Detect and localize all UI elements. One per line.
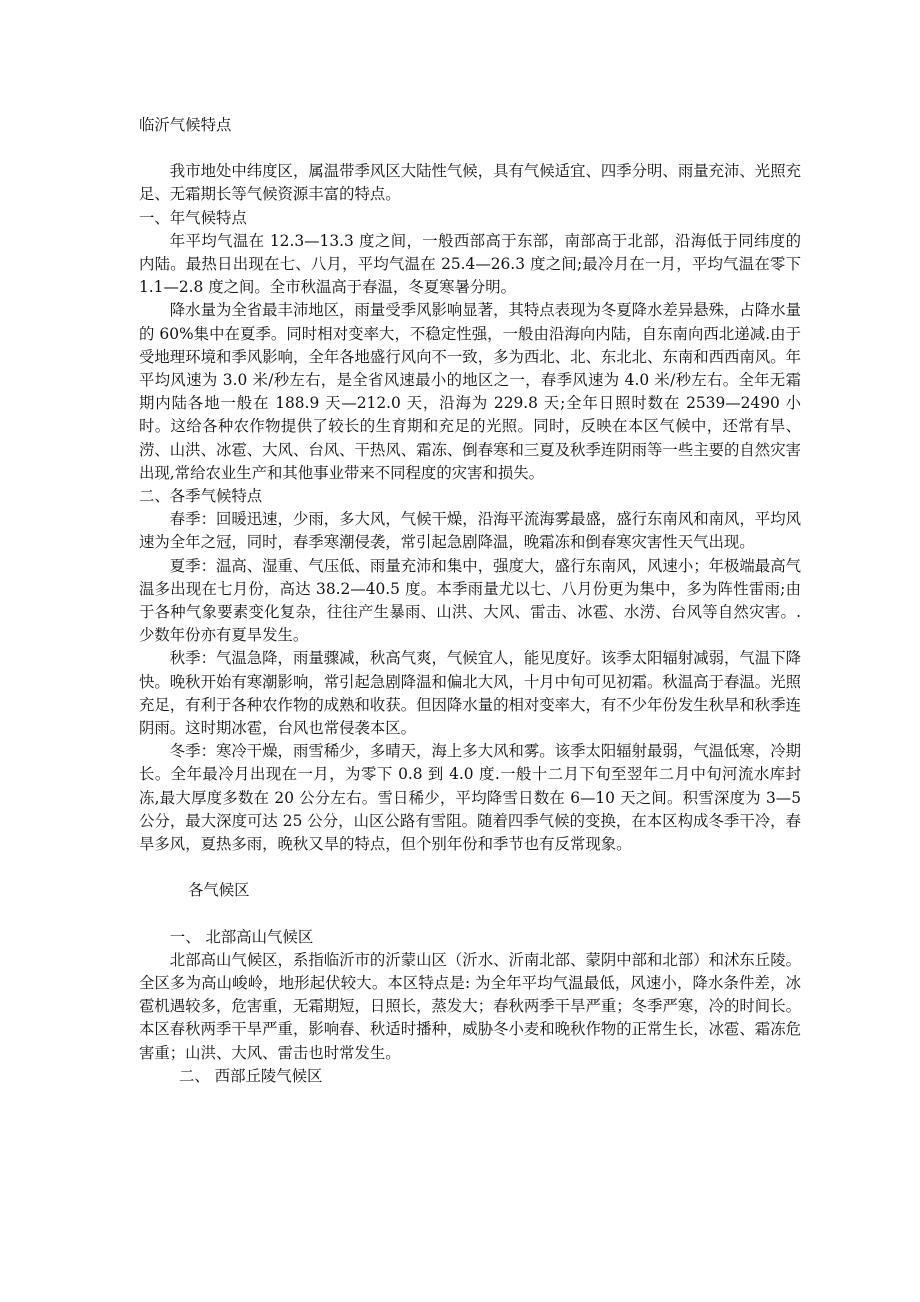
paragraph-temperature: 年平均气温在 12.3—13.3 度之间，一般西部高于东部，南部高于北部，沿海低于同纬度的内陆。最热日出现在七、八月，平均气温在 25.4—26.3 度之间;最冷月在一月，平均气温在零下 1.1—2.8 度之间。全市秋温高于春温，冬夏寒暑分明。 xyxy=(139,231,801,297)
paragraph-north-region: 北部高山气候区，系指临沂市的沂蒙山区（沂水、沂南北部、蒙阴中部和北部）和沭东丘陵。全区多为高山峻岭，地形起伏较大。本区特点是: 为全年平均气温最低，风速小，降水条件差，冰雹机遇较多，危害重，无霜期短，日照长，蒸发大；春秋两季干旱严重；冬季严寒，冷的时间长。本区春秋两季干旱严重，影响春、秋适时播种，威胁冬小麦和晚秋作物的正常生长，冰雹、霜冻危害重；山洪、大风、雷击也时常发生。 xyxy=(139,950,801,1062)
region-heading-west: 二、 西部丘陵气候区 xyxy=(179,1066,323,1085)
document-body xyxy=(139,114,801,1088)
region-heading-north: 一、 北部高山气候区 xyxy=(169,927,314,946)
intro-paragraph: 我市地处中纬度区，属温带季风区大陆性气候，具有气候适宜、四季分明、雨量充沛、光照充足、无霜期长等气候资源丰富的特点。 xyxy=(139,162,801,204)
paragraph-precipitation: 降水量为全省最丰沛地区，雨量受季风影响显著，其特点表现为冬夏降水差异悬殊，占降水量的 60%集中在夏季。同时相对变率大，不稳定性强，一般由沿海向内陆，自东南向西北递减.由于受地理环境和季风影响，全年各地盛行风向不一致，多为西北、北、东北北、东南和西西南风。年平均风速为 3.0 米/秒左右，是全省风速最小的地区之一，春季风速为 4.0 米/秒左右。全年无霜期内陆各地一般在 188.9 天—212.0 天，沿海为 229.8 天;全年日照时数在 2539—2490 小时。这给各种农作物提供了较长的生育期和充足的光照。同时，反映在本区气候中，还常有旱、涝、山洪、冰雹、大风、台风、干热风、霜冻、倒春寒和三夏及秋季连阴雨等一些主要的自然灾害出现,常给农业生产和其他事业带来不同程度的灾害和损失。 xyxy=(139,301,801,482)
paragraph-autumn: 秋季：气温急降，雨量骤减，秋高气爽，气候宜人，能见度好。该季太阳辐射减弱，气温下降快。晚秋开始有寒潮影响，常引起急剧降温和偏北大风，十月中旬可见初霜。秋温高于春温。光照充足，有利于各种农作物的成熟和收获。但因降水量的相对变率大，有不少年份发生秋旱和秋季连阴雨。这时期冰雹，台风也常侵袭本区。 xyxy=(139,649,801,738)
paragraph-spring: 春季：回暖迅速，少雨，多大风，气候干燥，沿海平流海雾最盛，盛行东南风和南风，平均风速为全年之冠，同时，春季寒潮侵袭，常引起急剧降温，晚霜冻和倒春寒灾害性天气出现。 xyxy=(139,510,801,552)
regions-heading: 各气候区 xyxy=(188,881,250,900)
section-heading-annual: 一、年气候特点 xyxy=(139,208,247,227)
section-heading-seasons: 二、各季气候特点 xyxy=(139,487,263,506)
paragraph-summer: 夏季：温高、湿重、气压低、雨量充沛和集中，强度大，盛行东南风，风速小；年极端最高气温多出现在七月份，高达 38.2—40.5 度。本季雨量尤以七、八月份更为集中，多为阵性雷雨;由于各种气象要素变化复杂，往往产生暴雨、山洪、大风、雷击、冰雹、水涝、台风等自然灾害。.少数年份亦有夏旱发生。 xyxy=(139,556,801,645)
paragraph-winter: 冬季：寒冷干燥，雨雪稀少，多晴天，海上多大风和雾。该季太阳辐射最弱，气温低寒，冷期长。全年最冷月出现在一月，为零下 0.8 到 4.0 度.一般十二月下旬至翌年二月中旬河流水库封冻,最大厚度多数在 20 公分左右。雪日稀少，平均降雪日数在 6—10 天之间。积雪深度为 3—5 公分，最大深度可达 25 公分，山区公路有雪阻。随着四季气候的变换，在本区构成冬季干冷，春旱多风，夏热多雨，晚秋又旱的特点，但个别年份和季节也有反常现象。 xyxy=(139,742,801,854)
document-title: 临沂气候特点 xyxy=(139,116,232,134)
